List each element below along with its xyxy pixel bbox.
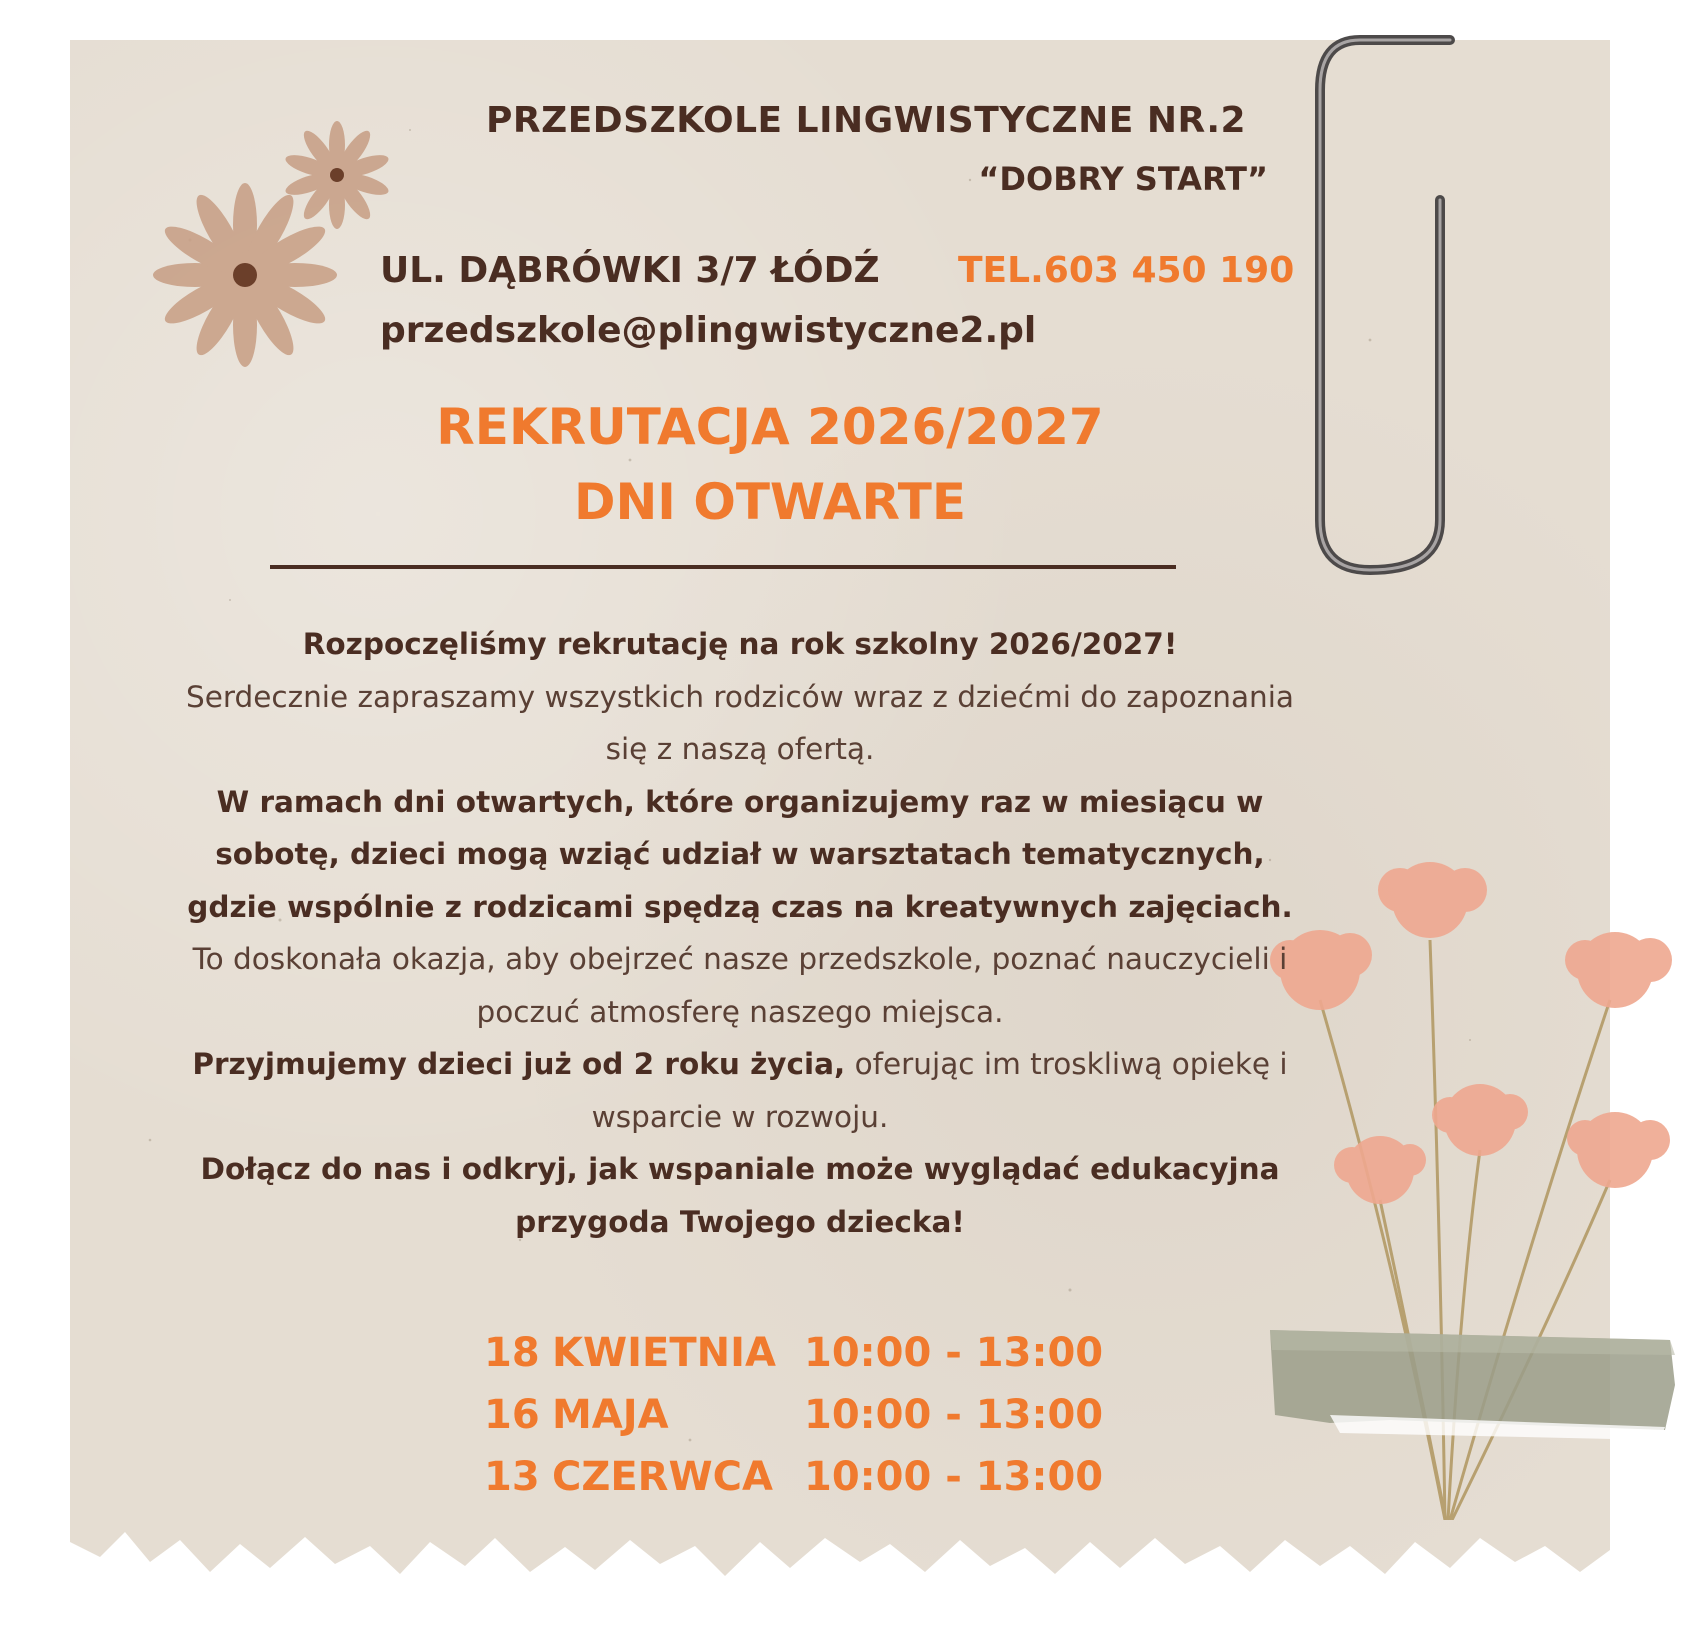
schedule-time: 10:00 - 13:00 [804,1454,1104,1500]
schedule-day: 16 [484,1392,540,1438]
body-text [180,618,1300,1248]
intro-bold: Rozpoczęliśmy rekrutację na rok szkolny 2026/2027! [302,627,1178,661]
age-bold: Przyjmujemy dzieci już od 2 roku życia, [192,1047,846,1081]
opportunity-text: To doskonała okazja, aby obejrzeć nasze przedszkole, poznać nauczycieli i poczuć atmosferę naszego miejsca. [192,942,1288,1029]
schedule-month: KWIETNIA [552,1330,776,1376]
address: UL. DĄBRÓWKI 3/7 ŁÓDŹ [380,250,880,291]
join-us-text: Dołącz do nas i odkryj, jak wspaniale może wyglądać edukacyjna przygoda Twojego dziecka! [200,1152,1280,1239]
phone-number[interactable]: TEL.603 450 190 [958,250,1295,291]
care-text: oferując im troskliwą opiekę i wsparcie w rozwoju. [591,1047,1288,1134]
schedule-month: MAJA [552,1392,669,1438]
invitation-text: Serdecznie zapraszamy wszystkich rodziców wraz z dziećmi do zapoznania się z naszą ofertą. [186,679,1294,766]
schedule-time: 10:00 - 13:00 [804,1330,1104,1376]
schedule-day: 13 [484,1454,540,1500]
paperclip-icon [1300,30,1480,590]
open-days-heading: DNI OTWARTE [573,473,967,531]
school-motto: “DOBRY START” [978,160,1268,198]
flower-icon [282,120,392,230]
schedule-month: CZERWCA [552,1454,773,1500]
divider [270,565,1176,569]
schedule-time: 10:00 - 13:00 [804,1392,1104,1438]
tape-icon [1270,1325,1680,1445]
workshops-text: W ramach dni otwartych, które organizujemy raz w miesiącu w sobotę, dzieci mogą wziąć udział w warsztatach tematycznych, gdzie wspólnie z rodzicami spędzą czas na kreatywnych zajęciach. [187,784,1293,924]
email-link[interactable]: przedszkole@plingwistyczne2.pl [380,310,1037,351]
schedule-day: 18 [484,1330,540,1376]
torn-edge [70,1502,1610,1622]
recruitment-heading: REKRUTACJA 2026/2027 [436,398,1104,456]
school-name: PRZEDSZKOLE LINGWISTYCZNE NR.2 [486,100,1247,141]
